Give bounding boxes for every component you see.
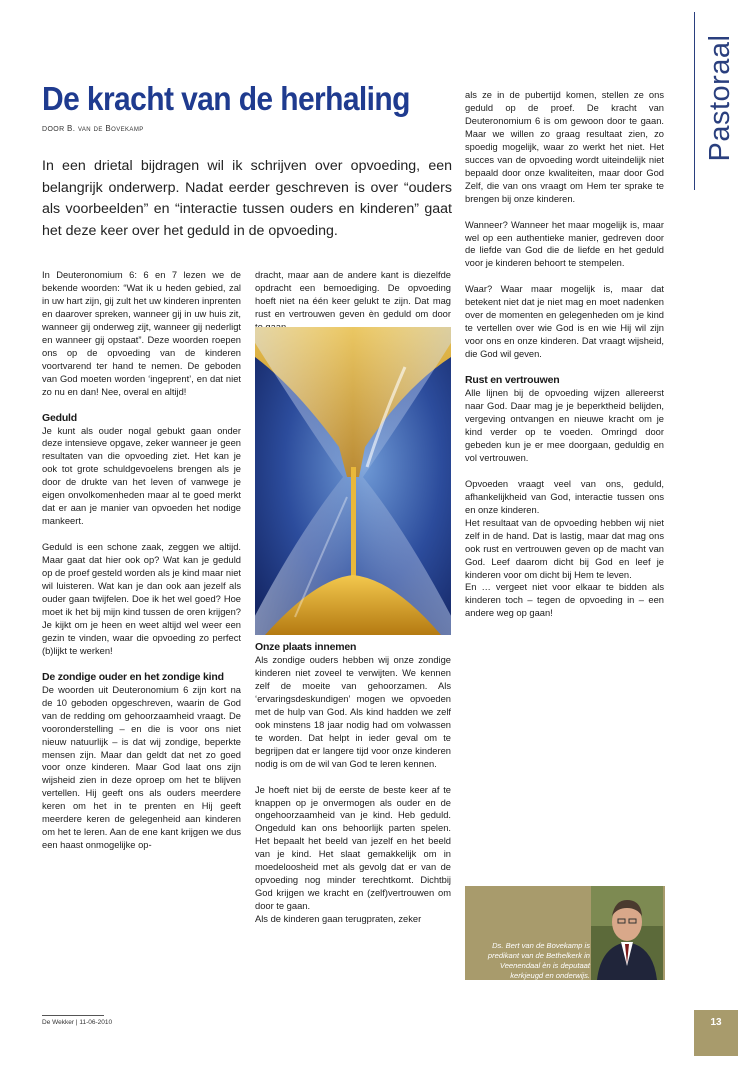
article-title: De kracht van de herhaling: [42, 81, 410, 119]
footer-publication: De Wekker | 11-06-2010: [42, 1019, 113, 1026]
paragraph: Opvoeden vraagt veel van ons, geduld, afhankelijkheid van God, interactie tussen ons en onze kinderen.: [465, 478, 664, 515]
column-2-bottom: [255, 641, 451, 926]
section-rule: [694, 12, 695, 190]
paragraph: Je hoeft niet bij de eerste de beste keer af te knappen op je onvermogen als ouder en de ongehoorzaamheid van je kind. Heb geduld. Ongeduld kan ons behoorlijk parten spelen. Het bepaalt het beeld van jezelf en het beeld van je kind. Het slaat gemakkelijk om in moedeloosheid met als gevolg dat er van de opvoeding nog minder terechtkomt. Dichtbij God krijgen we kracht en (zelf)vertrouwen om door te gaan.: [255, 784, 451, 912]
author-photo: [591, 886, 663, 980]
column-3: [465, 89, 664, 620]
subheading-zondige-ouder: De zondige ouder en het zondige kind: [42, 670, 224, 683]
subheading-geduld: Geduld: [42, 411, 77, 424]
paragraph: als ze in de pubertijd komen, stellen ze ons geduld op de proef. De kracht van Deuteronomium 6 is om gewoon door te gaan. Maar we willen zo graag resultaat zien, zo spoedig mogelijk, waar zo werkt het niet. Het succes van de opvoeding wordt uiteindelijk niet bepaald door onze kwaliteiten, maar door God Zelf, die van ons vraagt om Hem ter sprake te brengen bij onze kinderen.: [465, 90, 664, 204]
hourglass-icon: [255, 327, 451, 635]
page-number: 13: [694, 1010, 738, 1056]
byline-author: B. van de Bovekamp: [66, 124, 144, 133]
paragraph: Wanneer? Wanneer het maar mogelijk is, maar wel op een authentieke manier, gedreven door de liefde van God die de liefde en het geduld voor je kinderen behoort te stempelen.: [465, 219, 664, 269]
byline: [42, 124, 144, 133]
byline-prefix: DOOR: [42, 126, 65, 133]
portrait-icon: [591, 886, 663, 980]
section-label: Pastoraal: [704, 34, 736, 162]
paragraph: dracht, maar aan de andere kant is diezelfde opdracht een bemoediging. De opvoeding hoeft niet na één keer gelukt te zijn. Dat mag rust en vertrouwen geven èn geduld om door: [255, 270, 451, 319]
paragraph: In Deuteronomium 6: 6 en 7 lezen we de bekende woorden: “Wat ik u heden gebied, zal in uw hart zijn, gij zult het uw kinderen inprenten en daarover spreken, wanneer gij in uw huis zit, wanneer gij onderweg zijt, wanneer gij nederligt en wanneer gij opstaat”. Deze woorden roepen ons op de opvoeding van de kinderen voortvarend ter hand te nemen. De geboden van God moeten worden ‘ingeprent’, en dat niet zo nu en dan! Nee, overal en altijd!: [42, 270, 241, 397]
column-1: [42, 269, 241, 852]
subheading-rust-en-vertrouwen: Rust en vertrouwen: [465, 374, 560, 387]
paragraph: Geduld is een schone zaak, zeggen we altijd. Maar gaat dat hier ook op? Wat kan je geduld op de proef gesteld worden als je kind maar niet wil luisteren. Wat kan je dan ook aan jezelf als ouder gaan twijfelen. Doe ik het wel goed? Hoe moet ik het bij mijn kind tussen de oren krijgen? Je kijkt om je heen en weet altijd wel weer een gezin te vinden, waar die opvoeding zo perfect (b)lijkt te werken!: [42, 542, 241, 656]
footer-rule: [42, 1015, 104, 1016]
paragraph: Als zondige ouders hebben wij onze zondige kinderen niet zoveel te verwijten. We kennen zelf de moeite van gehoorzamen. Als ‘ervaringsdeskundigen’ mogen we opvoeden met de hulp van God. Als kind hadden we zelf ook minstens 18 jaar nodig had om volwassen te worden. Dat helpt in ieder geval om te begrijpen dat er langere tijd voor onze kinderen nodig is om de wil van God te leren kennen.: [255, 655, 451, 769]
subheading-onze-plaats: Onze plaats innemen: [255, 641, 357, 653]
intro-paragraph: In een drietal bijdragen wil ik schrijven over opvoeding, een belangrijk onderwerp. Nadat eerder geschreven is over “ouders als voorbeelden” en “interactie tussen ouders en kinderen” gaat het deze keer over het geduld in de opvoeding.: [42, 158, 452, 239]
author-caption: Ds. Bert van de Bovekamp is predikant van de Bethelkerk in Veenendaal èn is deputaat kerkjeugd en onderwijs.: [487, 941, 590, 980]
hourglass-image: [255, 327, 451, 635]
paragraph: Het resultaat van de opvoeding hebben wij niet zelf in de hand. Dat is lastig, maar dat mag ons ook rust en vertrouwen geven op de macht van God. Leef daarom dicht bij God en leef je kinderen voor om dicht bij Hem te leven.: [465, 517, 664, 580]
paragraph: Als de kinderen gaan terugpraten, zeker: [255, 914, 422, 925]
paragraph: De woorden uit Deuteronomium 6 zijn kort na de 10 geboden opgeschreven, waarin de God van de redding om gehoorzaamheid vraagt. De vooronderstelling – en die is voor ons niet nieuw natuurlijk – is dat wij zondige, beperkte mensen zijn. Maar dan geldt dat net zo goed voor onze kinderen. Maar God laat ons zijn wijsheid zien in deze oproep om het te blijven vertellen. Hij geeft ons als ouders meerdere keren om het in te prenten en Hij geeft meerdere keren de gelegenheid aan kinderen om het te leren. Aan de ene kant krijgen we dus een haast onmogelijke op-: [42, 684, 241, 851]
paragraph: Waar? Waar maar mogelijk is, maar dat betekent niet dat je niet mag en moet nadenken over de momenten en gelegenheden om je kind te vertellen over wie God is en wie Hij wil zijn voor ons en onze kinderen. Dat vraagt wijsheid, die God wil geven.: [465, 284, 664, 360]
column-2-top: [255, 269, 451, 334]
paragraph: Je kunt als ouder nogal gebukt gaan onder deze intensieve opgave, zeker wanneer je geen resultaten van die opvoeding ziet. Het kan je ook tot grote schuldgevoelens brengen als je door de drukte van het leven of vanwege je eigen onvolkomenheden maar al te goed merkt dat er aan je manier van opvoeden het nodige mankeert.: [42, 425, 241, 527]
paragraph: En … vergeet niet voor elkaar te bidden als kinderen toch – tegen de opvoeding in – een andere weg op gaan!: [465, 582, 664, 619]
paragraph: Alle lijnen bij de opvoeding wijzen allereerst naar God. Daar mag je je beperktheid belijden, vergeving ontvangen en nieuwe kracht om je kind verder op te voeden. Omringd door gebeden kun je er mee doorgaan, geduldig en vol vertrouwen.: [465, 388, 664, 463]
